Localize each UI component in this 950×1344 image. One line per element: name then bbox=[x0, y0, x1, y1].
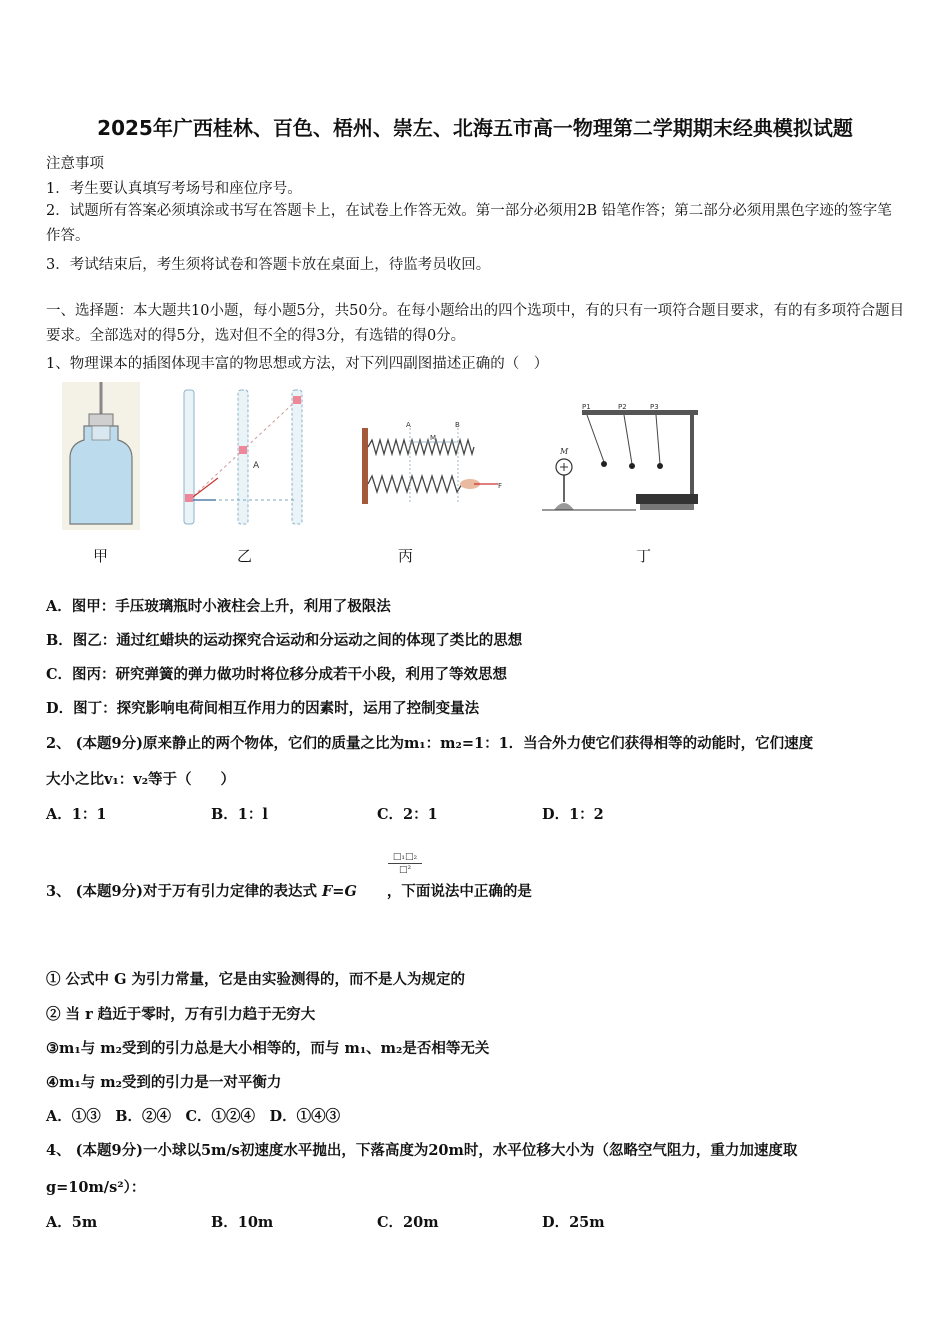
q3-statement-1: ① 公式中 G 为引力常量，它是由实验测得的，而不是人为规定的 bbox=[46, 971, 466, 988]
q1-option-b: B．图乙：通过红蜡块的运动探究合运动和分运动之间的体现了类比的思想 bbox=[46, 632, 523, 649]
q4-stem-line2: g=10m/s²）： bbox=[46, 1179, 146, 1196]
q1-option-c: C．图丙：研究弹簧的弹力做功时将位移分成若干小段，利用了等效思想 bbox=[46, 666, 508, 683]
q3-fraction-denominator: □² bbox=[398, 865, 412, 875]
q2-stem-line1: 2、 (本题9分)原来静止的两个物体，它们的质量之比为m₁：m₂=1：1．当合外力使它们获得相等的动能时，它们速度 bbox=[46, 735, 814, 752]
figure-label-bing: 丙 bbox=[398, 547, 414, 565]
q3-formula: F=G bbox=[322, 883, 357, 900]
figure-jia-bottle bbox=[62, 382, 140, 530]
notice-item-2: 2．试题所有答案必须填涂或书写在答题卡上，在试卷上作答无效。第一部分必须用2B 铅笔作答；第二部分必须用黑色字迹的签字笔作答。 bbox=[46, 203, 892, 244]
q3-statement-2: ② 当 r 趋近于零时，万有引力趋于无穷大 bbox=[46, 1006, 316, 1023]
notice-heading: 注意事项 bbox=[46, 156, 104, 172]
q4-option-c: C．20m bbox=[377, 1214, 439, 1231]
figure-label-yi: 乙 bbox=[237, 547, 253, 565]
q4-option-a: A．5m bbox=[46, 1214, 98, 1231]
q4-option-b: B．10m bbox=[211, 1214, 274, 1231]
figure-label-jia: 甲 bbox=[93, 547, 109, 565]
figure-ding-label-p1: P1 bbox=[582, 403, 591, 411]
q1-option-a: A．图甲：手压玻璃瓶时小液柱会上升，利用了极限法 bbox=[46, 598, 391, 615]
q2-option-c: C．2：1 bbox=[377, 806, 438, 823]
q3-options: A．①③ B．②④ C．①②④ D．①④③ bbox=[46, 1108, 341, 1125]
q1-option-d: D．图丁：探究影响电荷间相互作用力的因素时，运用了控制变量法 bbox=[46, 700, 480, 717]
q3-stem bbox=[46, 880, 906, 901]
q3-statement-3: ③m₁与 m₂受到的引力总是大小相等的，而与 m₁、m₂是否相等无关 bbox=[46, 1040, 490, 1057]
q2-option-a: A．1：1 bbox=[46, 806, 107, 823]
figure-bing-spring bbox=[362, 420, 507, 505]
page-title: 2025年广西桂林、百色、梧州、崇左、北海五市高一物理第二学期期末经典模拟试题 bbox=[97, 116, 853, 140]
section1-intro: 一、选择题：本大题共10小题，每小题5分，共50分。在每小题给出的四个选项中，有的只有一项符合题目要求，有的有多项符合题目要求。全部选对的得5分，选对但不全的得3分，有选错的得0分。 bbox=[46, 303, 905, 344]
figure-ding-label-m: M bbox=[560, 447, 569, 456]
q3-stem-suffix: ，下面说法中正确的是 bbox=[386, 883, 532, 900]
figure-ding-pendulums bbox=[542, 400, 702, 514]
q2-option-b: B．1：l bbox=[211, 806, 268, 823]
figure-bing-label-m: M bbox=[430, 434, 437, 442]
q2-option-d: D．1：2 bbox=[542, 806, 604, 823]
figure-label-ding: 丁 bbox=[636, 547, 652, 565]
q4-stem-line1: 4、 (本题9分)一小球以5m/s初速度水平抛出，下落高度为20m时，水平位移大小为（忽略空气阻力，重力加速度取 bbox=[46, 1142, 798, 1159]
notice-item-3: 3．考试结束后，考生须将试卷和答题卡放在桌面上，待监考员收回。 bbox=[46, 257, 491, 273]
q3-statement-4: ④m₁与 m₂受到的引力是一对平衡力 bbox=[46, 1074, 282, 1091]
q2-stem-line2: 大小之比v₁：v₂等于（ ） bbox=[46, 771, 236, 788]
figure-bing-label-a: A bbox=[406, 421, 411, 429]
q3-stem-prefix: 3、 (本题9分)对于万有引力定律的表达式 bbox=[46, 883, 322, 900]
figure-yi-tubes bbox=[178, 388, 313, 528]
figure-yi-label-a: A bbox=[253, 461, 260, 471]
q1-stem: 1、物理课本的插图体现丰富的物思想或方法，对下列四副图描述正确的（ ） bbox=[46, 356, 549, 372]
figure-ding-label-p2: P2 bbox=[618, 403, 627, 411]
q4-option-d: D．25m bbox=[542, 1214, 605, 1231]
figure-bing-label-f: F bbox=[498, 482, 503, 490]
q3-formula-fraction bbox=[388, 852, 422, 875]
figure-bing-label-b: B bbox=[455, 421, 460, 429]
notice-item-1: 1．考生要认真填写考场号和座位序号。 bbox=[46, 181, 302, 197]
figure-ding-label-p3: P3 bbox=[650, 403, 659, 411]
q3-fraction-numerator: □₁□₂ bbox=[388, 852, 422, 864]
